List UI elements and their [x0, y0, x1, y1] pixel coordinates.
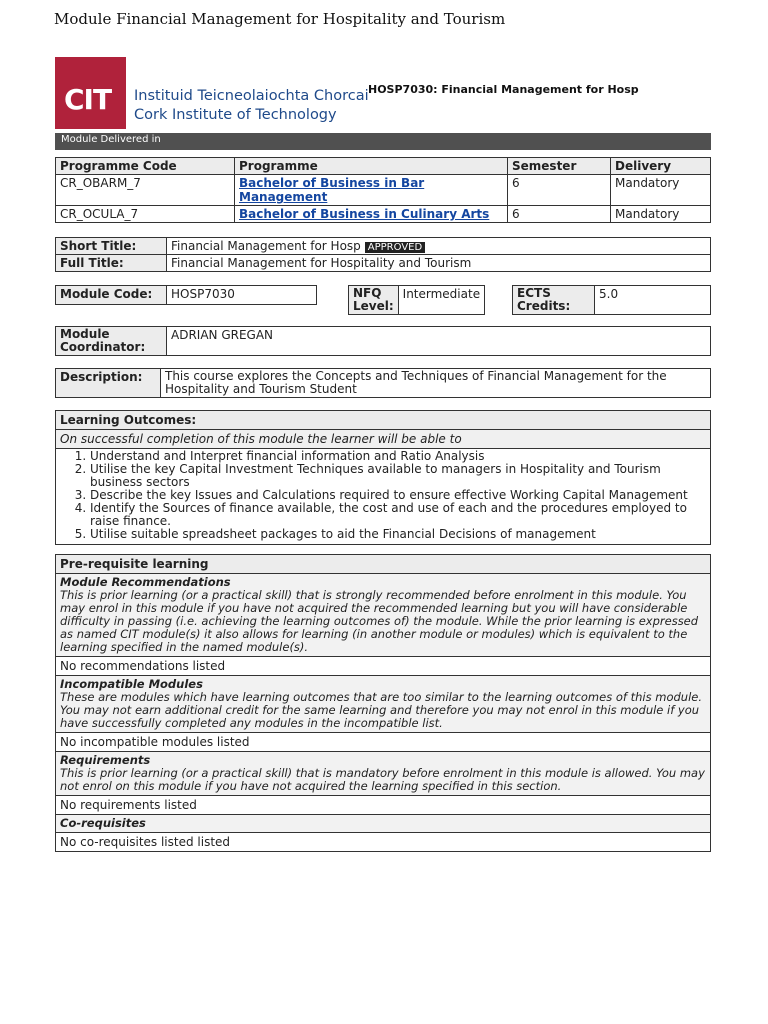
table-row [56, 175, 711, 206]
table-row [56, 206, 711, 223]
nfq-label: NFQ Level: [349, 286, 399, 315]
col-header-semester: Semester [508, 158, 611, 175]
semester: 6 [508, 175, 611, 206]
incompatible-value: No incompatible modules listed [56, 733, 710, 752]
module-code-table [55, 285, 317, 305]
recommendations-value: No recommendations listed [56, 657, 710, 676]
ects-table [512, 285, 711, 315]
logo-mark: CIT [64, 83, 112, 116]
list-item: 4. Identify the Sources of finance available, the cost and use of each and the procedures employed to raise finance. [90, 502, 710, 528]
short-title-cell [167, 238, 711, 255]
full-title-label: Full Title: [56, 255, 167, 272]
col-header-programme: Programme [235, 158, 508, 175]
prereq-title: Pre-requisite learning [56, 555, 710, 574]
programme-code: CR_OCULA_7 [56, 206, 235, 223]
requirements-value: No requirements listed [56, 796, 710, 815]
list-item: 3. Describe the key Issues and Calculations required to ensure effective Working Capital Management [90, 489, 710, 502]
corequisites-value: No co-requisites listed listed [60, 835, 231, 849]
coordinator-value: ADRIAN GREGAN [167, 327, 711, 356]
learning-outcomes-title: Learning Outcomes: [56, 411, 710, 430]
programme-table [55, 157, 711, 223]
short-title-label: Short Title: [56, 238, 167, 255]
incompatible-text: These are modules which have learning outcomes that are too similar to the learning outcomes of this module. You may not earn additional credit for the same learning and therefore you may not enrol in this module if you have successfully completed any modules in the incompatible list. [60, 690, 702, 730]
status-badge: APPROVED [365, 242, 425, 253]
recommendations-title: Module Recommendations [60, 575, 231, 589]
nfq-value: Intermediate [398, 286, 484, 315]
list-item: 5. Utilise suitable spreadsheet packages to aid the Financial Decisions of management [90, 528, 710, 541]
programme-link[interactable]: Bachelor of Business in Culinary Arts [239, 207, 490, 221]
description-value: This course explores the Concepts and Techniques of Financial Management for the Hospitality and Tourism Student [161, 369, 711, 398]
recommendations-section [56, 574, 710, 657]
module-code-value: HOSP7030 [167, 286, 317, 305]
corequisites-section [56, 815, 710, 833]
semester: 6 [508, 206, 611, 223]
recommendations-text: This is prior learning (or a practical skill) that is strongly recommended before enrolment in this module. You may enrol in this module if you have not acquired the recommended learning but you will have considerable difficulty in passing (i.e. achieving the learning outcomes of) the module. While the prior learning is expressed as named CIT module(s) it also allows for learning (in another module or modules) which is equivalent to the learning specified in the named module(s). [60, 588, 699, 654]
delivery: Mandatory [611, 175, 711, 206]
learning-outcomes [55, 410, 711, 545]
full-title-value: Financial Management for Hospitality and Tourism [167, 255, 711, 272]
cit-logo [55, 57, 126, 129]
learning-outcomes-intro: On successful completion of this module the learner will be able to [56, 430, 710, 449]
delivery: Mandatory [611, 206, 711, 223]
ects-label: ECTS Credits: [513, 286, 595, 315]
coordinator-label: Module Coordinator: [56, 327, 167, 356]
module-header: HOSP7030: Financial Management for Hosp [368, 83, 639, 96]
coordinator-table [55, 326, 711, 356]
incompatible-title: Incompatible Modules [60, 677, 203, 691]
prerequisite-learning [55, 554, 711, 852]
programme-cell [235, 175, 508, 206]
delivered-bar: Module Delivered in [55, 133, 711, 150]
module-code-label: Module Code: [56, 286, 167, 305]
list-item: 1. Understand and Interpret financial information and Ratio Analysis [90, 450, 710, 463]
page-heading: Module Financial Management for Hospitality and Tourism [54, 10, 506, 28]
ects-value: 5.0 [595, 286, 711, 315]
programme-code: CR_OBARM_7 [56, 175, 235, 206]
requirements-section [56, 752, 710, 796]
logo-english-name: Cork Institute of Technology [134, 107, 337, 123]
col-header-code: Programme Code [56, 158, 235, 175]
requirements-text: This is prior learning (or a practical skill) that is mandatory before enrolment in this module is allowed. You may not enrol on this module if you have not acquired the learning specified in this section. [60, 766, 705, 793]
incompatible-section [56, 676, 710, 733]
nfq-table [348, 285, 485, 315]
logo-irish-name: Instituid Teicneolaiochta Chorcai [134, 88, 369, 104]
description-label: Description: [56, 369, 161, 398]
programme-cell [235, 206, 508, 223]
col-header-delivery: Delivery [611, 158, 711, 175]
list-item: 2. Utilise the key Capital Investment Techniques available to managers in Hospitality and Tourism business sectors [90, 463, 710, 489]
programme-link[interactable]: Bachelor of Business in Bar Management [239, 176, 425, 204]
short-title-value: Financial Management for Hosp [171, 239, 361, 253]
requirements-title: Requirements [60, 753, 151, 767]
corequisites-title: Co-requisites [60, 816, 146, 830]
outcomes-list [56, 450, 710, 541]
description-table [55, 368, 711, 398]
titles-table [55, 237, 711, 272]
